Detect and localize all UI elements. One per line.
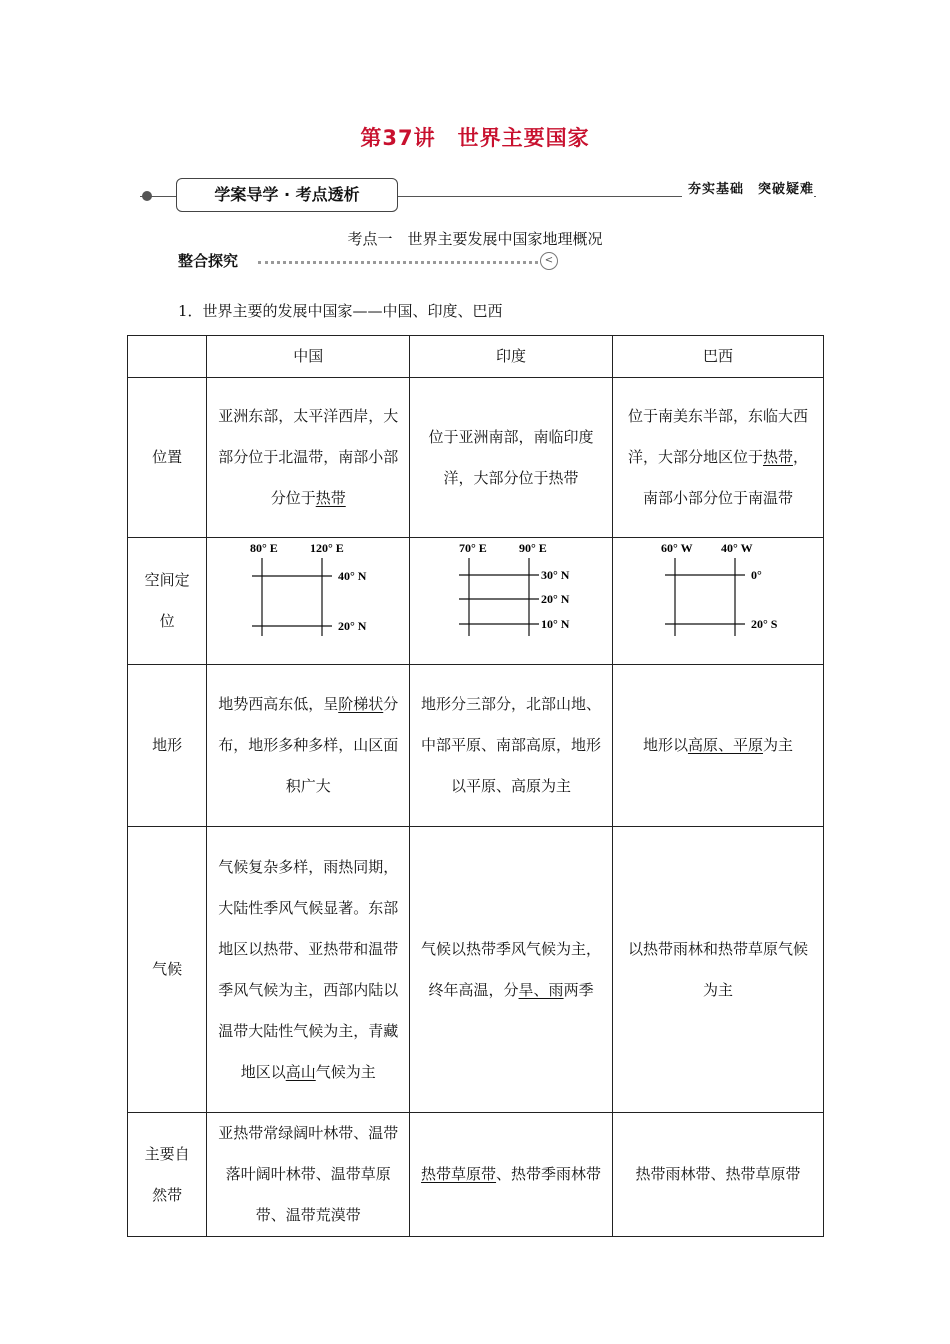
- cell-india-position: 位于亚洲南部，南临印度洋，大部分位于热带: [410, 378, 613, 538]
- cell-brazil-terrain: 地形以高原、平原为主: [612, 665, 823, 827]
- cell-brazil-climate: 以热带雨林和热带草原气候为主: [612, 827, 823, 1113]
- cell-india-location: [410, 538, 613, 665]
- banner-tag: 学案导学 · 考点透析: [176, 178, 398, 212]
- cell-india-zones: 热带草原带、热带季雨林带: [410, 1113, 613, 1237]
- brazil-lon1-label: 60° W: [660, 541, 693, 555]
- subsection-header: [178, 250, 558, 272]
- dotted-divider: [258, 261, 538, 264]
- cell-brazil-location: [612, 538, 823, 665]
- banner-right-text: 夯实基础 突破疑难: [682, 178, 814, 197]
- cell-china-zones: 亚热带常绿阔叶林带、温带落叶阔叶林带、温带草原带、温带荒漠带: [207, 1113, 410, 1237]
- cell-china-position: 亚洲东部，太平洋西岸，大部分位于北温带，南部小部分位于热带: [207, 378, 410, 538]
- banner-dot: [142, 191, 152, 201]
- cell-china-location: [207, 538, 410, 665]
- india-lon1-label: 70° E: [459, 541, 487, 555]
- cell-brazil-position: 位于南美东半部，东临大西洋，大部分地区位于热带，南部小部分位于南温带: [612, 378, 823, 538]
- row-label: 气候: [128, 827, 207, 1113]
- chevron-left-icon: <: [540, 252, 558, 270]
- header-india: 印度: [410, 336, 613, 378]
- row-label: 地形: [128, 665, 207, 827]
- china-grid-diagram: [208, 538, 408, 648]
- cell-china-terrain: 地势西高东低，呈阶梯状分布，地形多种多样，山区面积广大: [207, 665, 410, 827]
- table-row-zones: [128, 1113, 824, 1237]
- row-label: 主要自然带: [128, 1113, 207, 1237]
- brazil-grid-diagram: [613, 538, 823, 648]
- india-lon2-label: 90° E: [519, 541, 547, 555]
- table-row-terrain: [128, 665, 824, 827]
- brazil-lat1-label: 0°: [750, 568, 762, 582]
- section-title: 考点一 世界主要发展中国家地理概况: [347, 230, 603, 248]
- intro-text: 1．世界主要的发展中国家——中国、印度、巴西: [178, 302, 503, 320]
- china-lat2-label: 20° N: [338, 619, 367, 633]
- header-empty: [128, 336, 207, 378]
- india-lat2-label: 20° N: [541, 592, 570, 606]
- table-row-position: [128, 378, 824, 538]
- header-china: 中国: [207, 336, 410, 378]
- section-banner: [140, 176, 816, 216]
- cell-china-climate: 气候复杂多样，雨热同期，大陆性季风气候显著。东部地区以热带、亚热带和温带季风气候为主，西部内陆以温带大陆性气候为主，青藏地区以高山气候为主: [207, 827, 410, 1113]
- subsection-label: 整合探究: [178, 252, 239, 270]
- page-title: 第37讲 世界主要国家: [360, 126, 590, 150]
- india-lat1-label: 30° N: [541, 568, 570, 582]
- china-lat1-label: 40° N: [338, 569, 367, 583]
- table-row-climate: [128, 827, 824, 1113]
- brazil-lon2-label: 40° W: [720, 541, 753, 555]
- row-label: 空间定位: [128, 538, 207, 665]
- header-brazil: 巴西: [612, 336, 823, 378]
- china-lon1-label: 80° E: [250, 541, 279, 555]
- cell-india-terrain: 地形分三部分，北部山地、中部平原、南部高原，地形以平原、高原为主: [410, 665, 613, 827]
- cell-brazil-zones: 热带雨林带、热带草原带: [612, 1113, 823, 1237]
- brazil-lat2-label: 20° S: [750, 617, 778, 631]
- china-lon2-label: 120° E: [310, 541, 345, 555]
- country-table: [127, 335, 824, 1237]
- table-row-location: [128, 538, 824, 665]
- cell-india-climate: 气候以热带季风气候为主，终年高温，分旱、雨两季: [410, 827, 613, 1113]
- india-grid-diagram: [411, 538, 611, 648]
- table-header-row: [128, 336, 824, 378]
- india-lat3-label: 10° N: [541, 617, 570, 631]
- row-label: 位置: [128, 378, 207, 538]
